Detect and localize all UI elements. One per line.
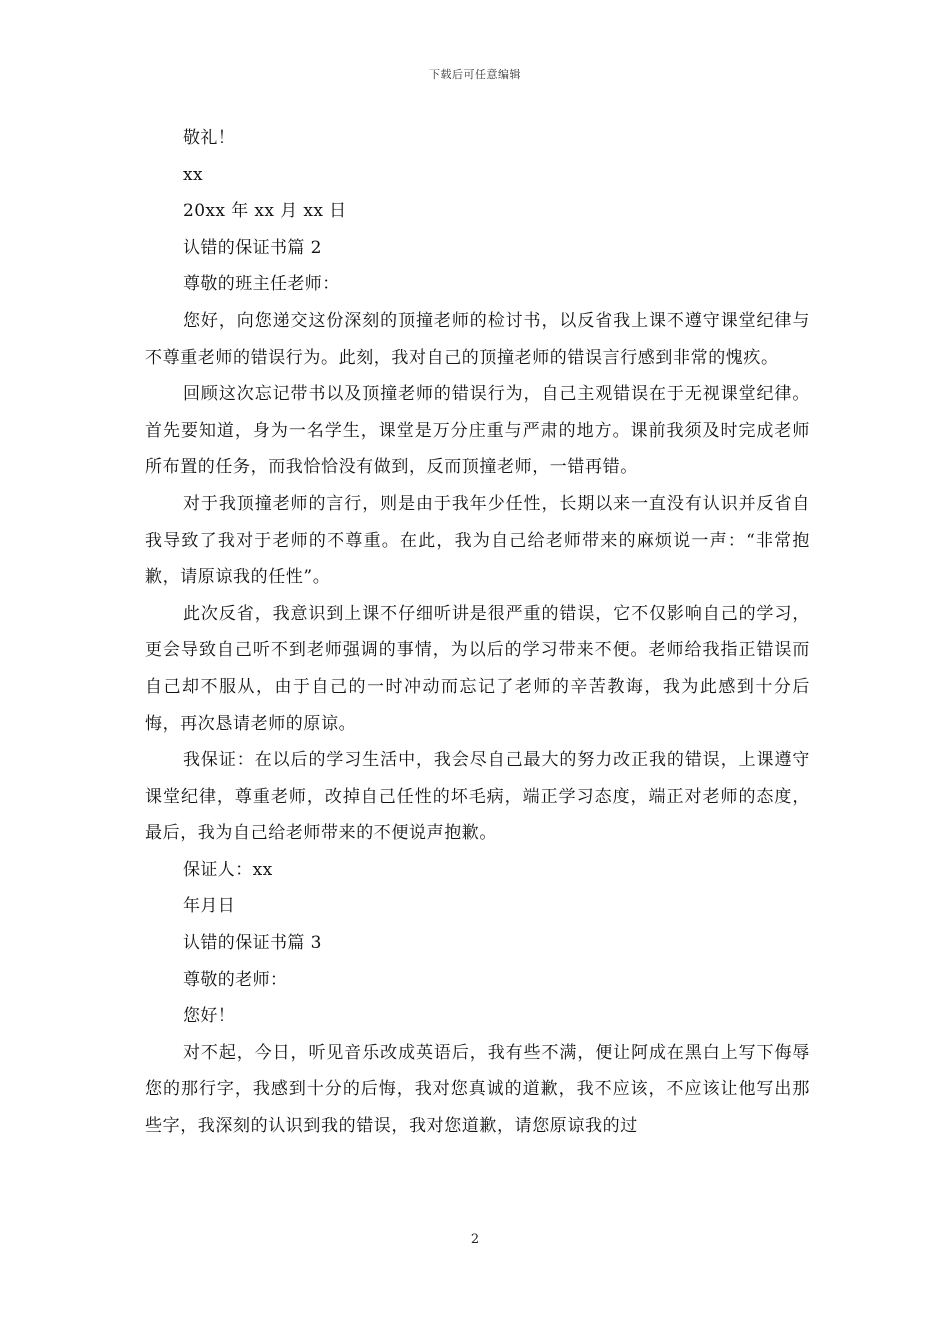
section-title-2: 认错的保证书篇 2 — [183, 237, 322, 258]
section-title-3: 认错的保证书篇 3 — [183, 933, 322, 954]
page-header: 下载后可任意编辑 — [429, 68, 521, 81]
paragraph-6: 对不起，今日，听见音乐改成英语后，我有些不满，便让阿成在黑白上写下侮辱您的那行字，我感到十分的后悔，我对您真诚的道歉，我不应该，不应该让他写出那些字，我深刻的认识到我的错误，我对您道歉，请您原谅我的过 — [145, 1042, 810, 1137]
paragraph-5: 我保证：在以后的学习生活中，我会尽自己最大的努力改正我的错误，上课遵守课堂纪律，尊重老师，改掉自己任性的坏毛病，端正学习态度，端正对老师的态度，最后，我为自己给老师带来的不便说声抱歉。 — [145, 750, 810, 844]
salutation: 敬礼！ — [183, 128, 236, 148]
paragraph-2: 回顾这次忘记带书以及顶撞老师的错误行为，自己主观错误在于无视课堂纪律。首先要知道，身为一名学生，课堂是万分庄重与严肃的地方。课前我须及时完成老师所布置的任务，而我恰恰没有做到，反而顶撞老师，一错再错。 — [145, 384, 810, 478]
greeting-2: 尊敬的班主任老师： — [183, 274, 340, 295]
guarantor: 保证人：xx — [183, 859, 273, 880]
signer-name: xx — [183, 164, 203, 185]
hello-3: 您好！ — [183, 1006, 236, 1027]
paragraph-1: 您好，向您递交这份深刻的顶撞老师的检讨书，以反省我上课不遵守课堂纪律与不尊重老师的错误行为。此刻，我对自己的顶撞老师的错误言行感到非常的愧疚。 — [145, 310, 810, 368]
letter-date: 20xx 年 xx 月 xx 日 — [183, 201, 347, 222]
greeting-3: 尊敬的老师： — [183, 969, 288, 990]
page-number: 2 — [470, 1232, 480, 1247]
paragraph-3: 对于我顶撞老师的言行，则是由于我年少任性，长期以来一直没有认识并反省自我导致了我对于老师的不尊重。在此，我为自己给老师带来的麻烦说一声：“非常抱歉，请原谅我的任性”。 — [145, 493, 810, 588]
paragraph-4: 此次反省，我意识到上课不仔细听讲是很严重的错误，它不仅影响自己的学习，更会导致自己听不到老师强调的事情，为以后的学习带来不便。老师给我指正错误而自己却不服从，由于自己的一时冲动而忘记了老师的辛苦教诲，我为此感到十分后悔，再次恳请老师的原谅。 — [145, 603, 810, 734]
document-body — [145, 120, 810, 1145]
date-placeholder: 年月日 — [183, 896, 236, 917]
